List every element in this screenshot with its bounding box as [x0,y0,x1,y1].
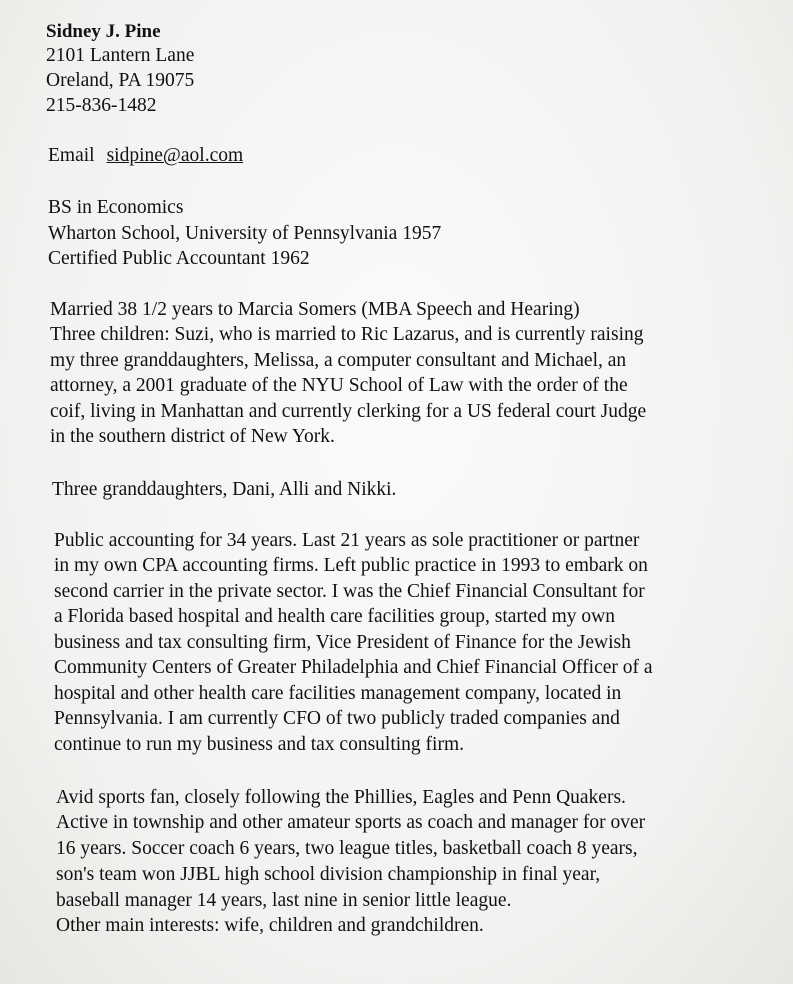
career-line: in my own CPA accounting firms. Left public practice in 1993 to embark on [54,555,648,576]
career-line: hospital and other health care facilities management company, located in [54,683,622,704]
career-line: business and tax consulting firm, Vice President of Finance for the Jewish [54,632,631,653]
family-line: in the southern district of New York. [50,426,335,447]
interests-line: baseball manager 14 years, last nine in senior little league. [56,890,512,911]
family-line: my three granddaughters, Melissa, a computer consultant and Michael, an [50,350,627,371]
family-line: attorney, a 2001 graduate of the NYU School of Law with the order of the [50,375,628,396]
career-line: second carrier in the private sector. I was the Chief Financial Consultant for [54,581,645,602]
family-line: Married 38 1/2 years to Marcia Somers (MBA Speech and Hearing) [50,299,580,320]
interests-line: Avid sports fan, closely following the Phillies, Eagles and Penn Quakers. [56,787,626,808]
family-line: Three children: Suzi, who is married to Ric Lazarus, and is currently raising [50,324,644,345]
email-label: Email [48,145,95,166]
interests-line: Active in township and other amateur sports as coach and manager for over [56,812,646,833]
interests-line: 16 years. Soccer coach 6 years, two league titles, basketball coach 8 years, [56,838,638,859]
interests-line: Other main interests: wife, children and grandchildren. [56,915,484,936]
granddaughters-line: Three granddaughters, Dani, Alli and Nikki. [52,479,397,500]
family-line: coif, living in Manhattan and currently clerking for a US federal court Judge [50,401,647,422]
email-link[interactable]: sidpine@aol.com [106,145,244,166]
interests-line: son's team won JJBL high school division championship in final year, [56,864,601,885]
address-line-1: 2101 Lantern Lane [46,45,195,66]
address-line-2: Oreland, PA 19075 [46,70,195,91]
career-line: a Florida based hospital and health care facilities group, started my own [54,606,615,627]
phone-number: 215-836-1482 [46,95,157,116]
career-line: Pennsylvania. I am currently CFO of two publicly traded companies and [54,708,620,729]
career-line: continue to run my business and tax consulting firm. [54,734,464,755]
career-line: Community Centers of Greater Philadelphia and Chief Financial Officer of a [54,657,653,678]
education-line: BS in Economics [48,197,184,218]
career-line: Public accounting for 34 years. Last 21 years as sole practitioner or partner [54,530,640,551]
education-line: Certified Public Accountant 1962 [48,248,310,269]
author-name: Sidney J. Pine [46,21,161,42]
email-row [48,144,243,168]
education-line: Wharton School, University of Pennsylvania 1957 [48,223,442,244]
